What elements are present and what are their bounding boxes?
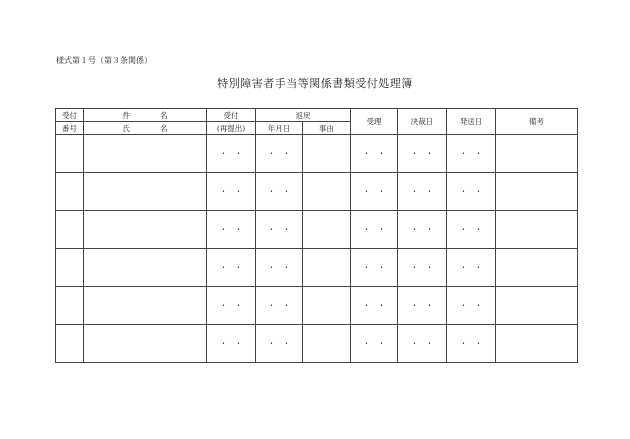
cell-returned-reason — [303, 173, 351, 211]
date-marker: ・ ・ — [219, 187, 243, 196]
cell-accepted-date — [351, 249, 398, 287]
date-marker: ・ ・ — [362, 339, 386, 348]
cell-accepted-date — [351, 135, 398, 173]
cell-subject-name — [84, 211, 207, 249]
header-returned-date: 年月日 — [256, 122, 303, 135]
date-marker: ・ ・ — [267, 301, 291, 310]
date-marker: ・ ・ — [410, 263, 434, 272]
cell-sent-date — [447, 249, 496, 287]
cell-returned-reason — [303, 287, 351, 325]
cell-returned-reason — [303, 249, 351, 287]
cell-accepted-date — [351, 287, 398, 325]
cell-returned-date — [256, 325, 303, 363]
date-marker: ・ ・ — [459, 263, 483, 272]
date-marker: ・ ・ — [459, 301, 483, 310]
cell-sent-date — [447, 135, 496, 173]
date-marker: ・ ・ — [267, 339, 291, 348]
cell-returned-reason — [303, 325, 351, 363]
table-row — [56, 249, 578, 287]
cell-receipt-no — [56, 173, 84, 211]
date-marker: ・ ・ — [410, 149, 434, 158]
cell-sent-date — [447, 287, 496, 325]
cell-returned-date — [256, 287, 303, 325]
header-sent: 発送日 — [447, 109, 496, 135]
date-marker: ・ ・ — [459, 187, 483, 196]
header-subject — [84, 109, 207, 122]
cell-accepted-date — [351, 173, 398, 211]
date-marker: ・ ・ — [219, 225, 243, 234]
date-marker: ・ ・ — [267, 225, 291, 234]
date-marker: ・ ・ — [219, 301, 243, 310]
header-returned-reason: 事由 — [303, 122, 351, 135]
cell-sent-date — [447, 325, 496, 363]
cell-sent-date — [447, 211, 496, 249]
header-decided: 決裁日 — [398, 109, 447, 135]
header-returned: 返戻 — [256, 109, 351, 122]
cell-subject-name — [84, 249, 207, 287]
date-marker: ・ ・ — [459, 225, 483, 234]
cell-decided-date — [398, 211, 447, 249]
header-received-top: 受付 — [207, 109, 256, 122]
date-marker: ・ ・ — [410, 187, 434, 196]
cell-decided-date — [398, 173, 447, 211]
table-row — [56, 211, 578, 249]
header-receipt-no-top: 受付 — [56, 109, 84, 122]
register-table — [55, 108, 578, 363]
cell-returned-date — [256, 135, 303, 173]
cell-subject-name — [84, 135, 207, 173]
table-row — [56, 325, 578, 363]
header-name — [84, 122, 207, 135]
table-header-row-1 — [56, 109, 578, 122]
cell-accepted-date — [351, 211, 398, 249]
header-name-b: 名 — [160, 123, 168, 133]
document-title: 特別障害者手当等関係書類受付処理簿 — [217, 77, 413, 90]
cell-subject-name — [84, 325, 207, 363]
header-name-a: 氏 — [122, 123, 130, 133]
cell-remarks — [496, 287, 578, 325]
header-receipt-no-bottom: 番号 — [56, 122, 84, 135]
cell-returned-reason — [303, 135, 351, 173]
cell-subject-name — [84, 287, 207, 325]
cell-accepted-date — [351, 325, 398, 363]
cell-receipt-no — [56, 325, 84, 363]
date-marker: ・ ・ — [219, 149, 243, 158]
date-marker: ・ ・ — [410, 225, 434, 234]
date-marker: ・ ・ — [362, 301, 386, 310]
date-marker: ・ ・ — [410, 301, 434, 310]
table-row — [56, 287, 578, 325]
cell-received-date — [207, 249, 256, 287]
form-number-label: 様式第１号（第３条関係） — [56, 56, 152, 65]
date-marker: ・ ・ — [267, 149, 291, 158]
table-row — [56, 173, 578, 211]
cell-decided-date — [398, 287, 447, 325]
date-marker: ・ ・ — [219, 339, 243, 348]
cell-receipt-no — [56, 211, 84, 249]
date-marker: ・ ・ — [219, 263, 243, 272]
cell-returned-date — [256, 211, 303, 249]
cell-returned-date — [256, 173, 303, 211]
cell-received-date — [207, 287, 256, 325]
cell-remarks — [496, 249, 578, 287]
header-subject-b: 名 — [160, 110, 168, 120]
cell-returned-date — [256, 249, 303, 287]
cell-receipt-no — [56, 287, 84, 325]
header-accepted: 受理 — [351, 109, 398, 135]
cell-remarks — [496, 211, 578, 249]
cell-decided-date — [398, 135, 447, 173]
date-marker: ・ ・ — [267, 263, 291, 272]
date-marker: ・ ・ — [410, 339, 434, 348]
cell-decided-date — [398, 249, 447, 287]
cell-remarks — [496, 173, 578, 211]
date-marker: ・ ・ — [459, 149, 483, 158]
cell-receipt-no — [56, 135, 84, 173]
cell-received-date — [207, 325, 256, 363]
date-marker: ・ ・ — [459, 339, 483, 348]
register-body — [56, 135, 578, 363]
date-marker: ・ ・ — [362, 263, 386, 272]
cell-decided-date — [398, 325, 447, 363]
cell-received-date — [207, 135, 256, 173]
cell-subject-name — [84, 173, 207, 211]
cell-received-date — [207, 173, 256, 211]
cell-received-date — [207, 211, 256, 249]
table-row — [56, 135, 578, 173]
header-received-bottom: (再提出) — [207, 122, 256, 135]
header-remarks: 備考 — [496, 109, 578, 135]
cell-receipt-no — [56, 249, 84, 287]
cell-remarks — [496, 325, 578, 363]
cell-returned-reason — [303, 211, 351, 249]
date-marker: ・ ・ — [362, 187, 386, 196]
date-marker: ・ ・ — [362, 225, 386, 234]
cell-remarks — [496, 135, 578, 173]
date-marker: ・ ・ — [267, 187, 291, 196]
header-subject-a: 件 — [122, 110, 130, 120]
date-marker: ・ ・ — [362, 149, 386, 158]
cell-sent-date — [447, 173, 496, 211]
